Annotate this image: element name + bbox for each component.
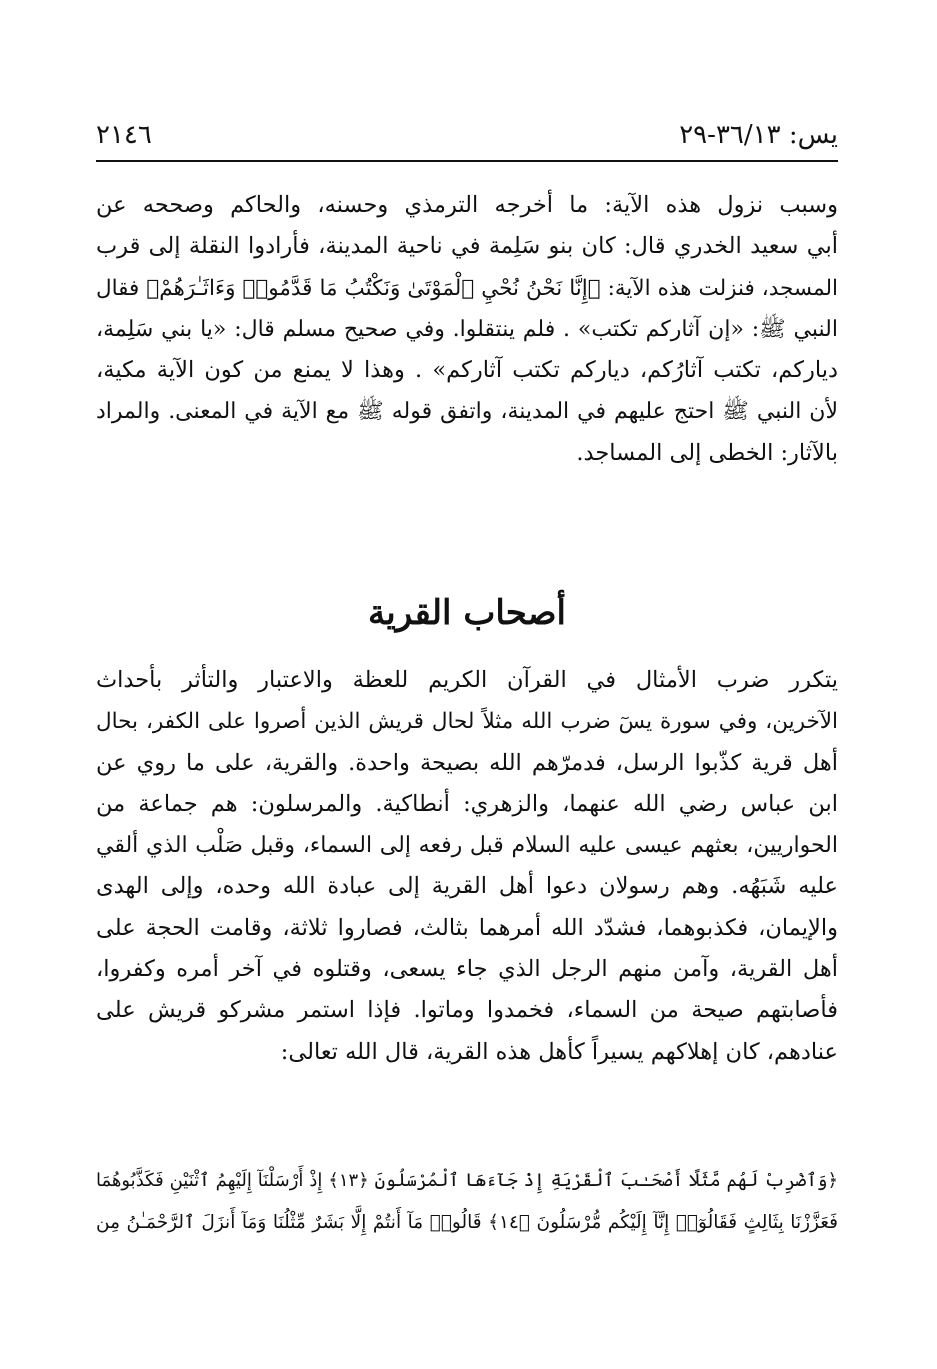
paragraph-line: أهل القرية، وآمن منهم الرجل الذي جاء يسعى، وقتلوه في آخر أمره وكفروا، xyxy=(96,956,838,983)
paragraph-line: أهل قرية كذّبوا الرسل، فدمرّهم الله بصيحة واحدة. والقرية، على ما روي عن xyxy=(96,749,838,776)
page-header xyxy=(96,118,838,158)
paragraph-line: ابن عباس رضي الله عنهما، والزهري: أنطاكية. والمرسلون: هم جماعة من xyxy=(96,790,838,817)
paragraph-line: فأصابتهم صيحة من السماء، فخمدوا وماتوا. فإذا استمر مشركو قريش على xyxy=(96,997,838,1024)
paragraph-line: عنادهم، كان إهلاكهم يسيراً كأهل هذه القرية، قال الله تعالى: xyxy=(280,1038,838,1065)
paragraph-line: والإيمان، فكذبوهما، فشدّد الله أمرهما بثالث، فصاروا ثلاثة، وقامت الحجة على xyxy=(96,914,838,941)
paragraph-line: النبي ﷺ: «إن آثاركم تكتب» . فلم ينتقلوا. وفي صحيح مسلم قال: «يا بني سَلِمة، xyxy=(96,316,838,342)
verse-line: ﴿وَٱضْرِبْ لَهُم مَّثَلًا أَصْحَـٰبَ ٱلْقَرْيَةِ إِذْ جَآءَهَا ٱلْمُرْسَلُونَ ﴿١٣﴾ إِذْ أَرْسَلْنَآ إِلَيْهِمُ ٱثْنَيْنِ فَكَذَّبُوهُمَا xyxy=(96,1170,838,1191)
paragraph-line: دياركم، تكتب آثارُكم، دياركم تكتب آثاركم» . وهذا لا يمنع من كون الآية مكية، xyxy=(96,357,838,384)
verse-line: فَعَزَّزْنَا بِثَالِثٍ فَقَالُوٓا۟ إِنَّآ إِلَيْكُم مُّرْسَلُونَ ﴿١٤﴾ قَالُوا۟ مَآ أَنتُمْ إِلَّا بَشَرٌ مِّثْلُنَا وَمَآ أَنزَلَ ٱلرَّحْمَـٰنُ مِن xyxy=(96,1212,838,1233)
paragraph-line: لأن النبي ﷺ احتج عليهم في المدينة، واتفق قوله ﷺ مع الآية في المعنى. والمراد xyxy=(96,399,838,425)
section-title: أصحاب القرية xyxy=(368,593,566,633)
paragraph-line: وسبب نزول هذه الآية: ما أخرجه الترمذي وحسنه، والحاكم وصححه عن xyxy=(96,192,838,218)
page-number: ٢١٤٦ xyxy=(96,120,152,150)
surah-reference: يس: ٣٦/١٣-٢٩ xyxy=(679,120,838,150)
quran-verse-block xyxy=(96,1160,838,1244)
header-divider xyxy=(96,160,838,162)
section-body-paragraph xyxy=(96,660,838,1073)
paragraph-line: أبي سعيد الخدري قال: كان بنو سَلِمة في ناحية المدينة، فأرادوا النقلة إلى قرب xyxy=(96,233,838,260)
paragraph-line: الآخرين، وفي سورة يسٓ ضرب الله مثلاً لحال قريش الذين أصروا على الكفر، بحال xyxy=(96,709,838,735)
paragraph-line: الحواريين، بعثهم عيسى عليه السلام قبل رفعه إلى السماء، وقبل صَلْب الذي ألقي xyxy=(96,833,838,859)
paragraph-line: المسجد، فنزلت هذه الآية: ﴿إِنَّا نَحْنُ نُحْيِ ٱلْمَوْتَىٰ وَنَكْتُبُ مَا قَدَّمُوا۟ وَءَاثَـٰرَهُمْ﴾ فقال xyxy=(96,275,838,301)
paragraph-line: يتكرر ضرب الأمثال في القرآن الكريم للعظة والاعتبار والتأثر بأحداث xyxy=(96,667,838,693)
paragraph-line: عليه شَبَهُه. وهم رسولان دعوا أهل القرية إلى عبادة الله وحده، وإلى الهدى xyxy=(96,873,838,900)
revelation-context-paragraph xyxy=(96,185,838,474)
paragraph-line: بالآثار: الخطى إلى المساجد. xyxy=(576,439,838,466)
